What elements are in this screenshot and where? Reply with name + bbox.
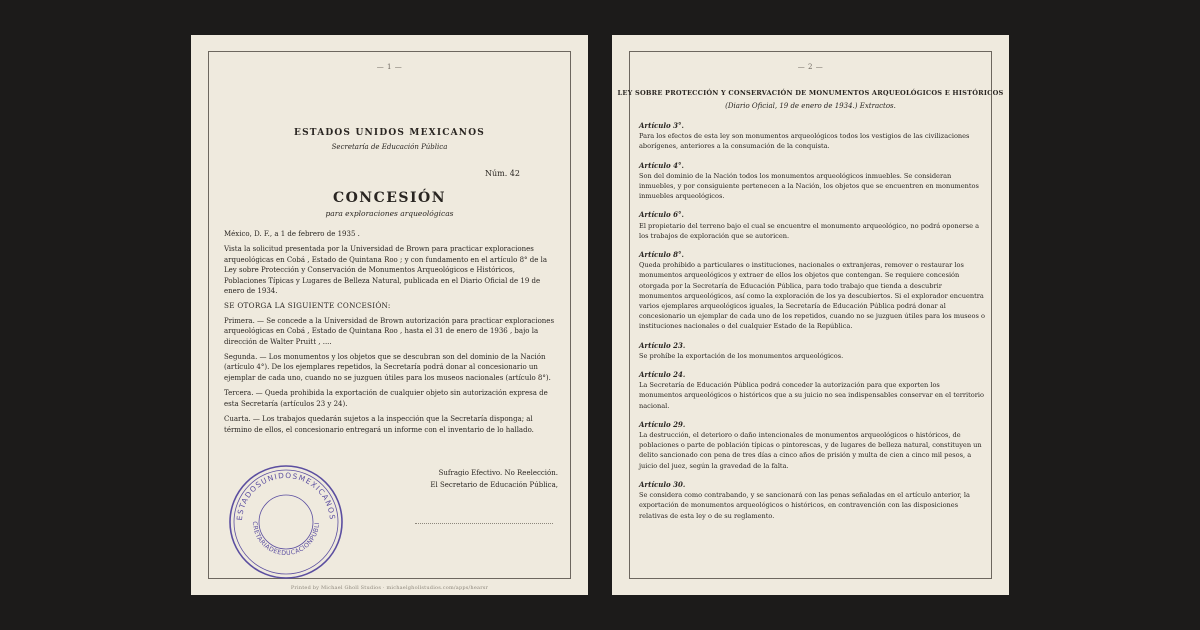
concession-body xyxy=(224,229,558,440)
document-number: Núm. 42 xyxy=(484,169,520,178)
article xyxy=(639,210,985,241)
article xyxy=(639,250,985,332)
article-text: Se considera como contrabando, y se sancionará con las penas señaladas en el artículo anterior, la exportación de monumentos arqueológicos o históricos, en contravención con las disposiciones relativas de esta ley o de su reglamento. xyxy=(639,491,970,520)
article-heading: Artículo 3°. xyxy=(639,121,684,130)
law-title: LEY SOBRE PROTECCIÓN Y CONSERVACIÓN DE MONUMENTOS ARQUEOLÓGICOS E HISTÓRICOS xyxy=(617,89,1004,97)
preamble: Vista la solicitud presentada por la Universidad de Brown para practicar exploraciones arqueológicas en Cobá , Estado de Quintana Roo ; y con fundamento en el artículo 8° de la Ley sobre Protección y Conservación de Monumentos Arqueológicos e Históricos, Poblaciones Típicas y Lugares de Belleza Natural, publicada en el Diario Oficial de 19 de enero de 1934. xyxy=(224,245,548,296)
document-subtitle: para exploraciones arqueológicas xyxy=(325,209,454,218)
printer-footnote: Printed by Michael Gholl Studios · michaelghollstudios.com/apps/hearsr xyxy=(290,585,489,591)
article-heading: Artículo 23. xyxy=(639,340,686,350)
article-text: Se prohíbe la exportación de los monumentos arqueológicos. xyxy=(639,351,844,360)
article-text: Queda prohibido a particulares o instituciones, nacionales o extranjeras, remover o restaurar los monumentos arqueológicos y extraer de ellos los objetos que contengan. Se requiere concesión otorgada por la Secretaría de Educación Pública, para todo trabajo que tienda a descubrir monumentos arqueológicos, así como la exploración de los ya descubiertos. Si el explorador encuentra varios ejemplares arqueológicos iguales, la Secretaría de Educación Pública podrá donar al concesionario un ejemplar de cada uno de los repetidos, cuando no se juzguen útiles para los museos o instituciones nacionales o del cualquier Estado de la República. xyxy=(639,261,985,331)
clause-first: Primera. — Se concede a la Universidad de Brown autorización para practicar exploraciones arqueológicas en Cobá , Estado de Quintana Roo , hasta el 31 de enero de 1936 , bajo la dirección de Walter Pruitt , .... xyxy=(224,316,555,346)
article-heading: Artículo 29. xyxy=(639,419,686,429)
svg-text:SECRETARIADEEDUCACIONPUBLICA: CRETARIADEEDUCACIONPUBLI xyxy=(250,521,322,558)
article-heading: Artículo 4°. xyxy=(639,160,684,170)
grant-heading: SE OTORGA LA SIGUIENTE CONCESIÓN: xyxy=(224,301,391,311)
article xyxy=(639,370,985,411)
header-subtitle: Secretaría de Educación Pública xyxy=(331,143,448,151)
article-text: El propietario del terreno bajo el cual se encuentre el monumento arqueológico, no podrá oponerse a los trabajos de exploración que se autoricen. xyxy=(639,221,980,240)
document-title: CONCESIÓN xyxy=(332,190,447,206)
law-subtitle: (Diario Oficial, 19 de enero de 1934.) Extractos. xyxy=(725,102,896,110)
svg-text:ESTADOSUNIDOSMEXICANOS: ESTADOSUNIDOSMEXICANOS xyxy=(234,470,338,521)
article-text: La destrucción, el deterioro o daño intencionales de monumentos arqueológicos o históricos, de poblaciones o parte de población típicas o pintorescas, y de lugares de belleza natural, constituyen un delito sancionado con pena de tres días a cinco años de prisión y multa de cien a cinco mil pesos, a juicio del juez, según la gravedad de la falta. xyxy=(639,431,982,470)
article xyxy=(639,341,985,361)
article-heading: Artículo 30. xyxy=(639,479,686,489)
closing-motto: Sufragio Efectivo. No Reelección. xyxy=(438,469,558,477)
article xyxy=(639,121,985,152)
article-heading: Artículo 8°. xyxy=(639,250,684,260)
clause-third: Tercera. — Queda prohibida la exportación de cualquier objeto sin autorización expresa de esta Secretaría (artículos 23 y 24). xyxy=(224,389,548,408)
article-text: Son del dominio de la Nación todos los monumentos arqueológicos inmuebles. Se consideran inmuebles, y por consiguiente pertenecen a la Nación, los objetos que se encuentren en monumentos inmuebles arqueológicos. xyxy=(639,171,979,201)
header-title: ESTADOS UNIDOS MEXICANOS xyxy=(294,128,485,138)
document-page-2 xyxy=(612,35,1009,595)
official-seal-stamp xyxy=(227,463,345,581)
document-page-1 xyxy=(191,35,588,595)
article-heading: Artículo 24. xyxy=(639,370,686,380)
page-number: — 2 — xyxy=(797,63,824,71)
clause-second: Segunda. — Los monumentos y los objetos que se descubran son del dominio de la Nación (artículo 4°). De los ejemplares repetidos, la Secretaría podrá donar al concesionario un ejemplar de cada uno, cuando no se juzguen útiles para los museos nacionales (artículo 8°). xyxy=(224,353,551,382)
closing-signatory: El Secretario de Educación Pública, xyxy=(430,481,558,489)
closing-block xyxy=(398,467,558,491)
article-text: La Secretaría de Educación Pública podrá conceder la autorización para que exporten los monumentos arqueológicos o históricos que a su juicio no sea indispensables conservar en el territorio nacional. xyxy=(639,381,985,410)
clause-fourth: Cuarta. — Los trabajos quedarán sujetos a la inspección que la Secretaría disponga; al término de ellos, el concesionario entregará un informe con el inventario de lo hallado. xyxy=(224,415,534,434)
article-text: Para los efectos de esta ley son monumentos arqueológicos todos los vestigios de las civilizaciones aborígenes, anteriores a la consumación de la conquista. xyxy=(639,132,970,151)
article xyxy=(639,480,985,521)
signature-line xyxy=(415,523,553,524)
page-number: — 1 — xyxy=(376,63,403,71)
date-line: México, D. F., a 1 de febrero de 1935 . xyxy=(224,230,360,238)
article-heading: Artículo 6°. xyxy=(639,210,684,220)
article xyxy=(639,161,985,202)
article xyxy=(639,420,985,471)
article-list xyxy=(639,121,985,530)
